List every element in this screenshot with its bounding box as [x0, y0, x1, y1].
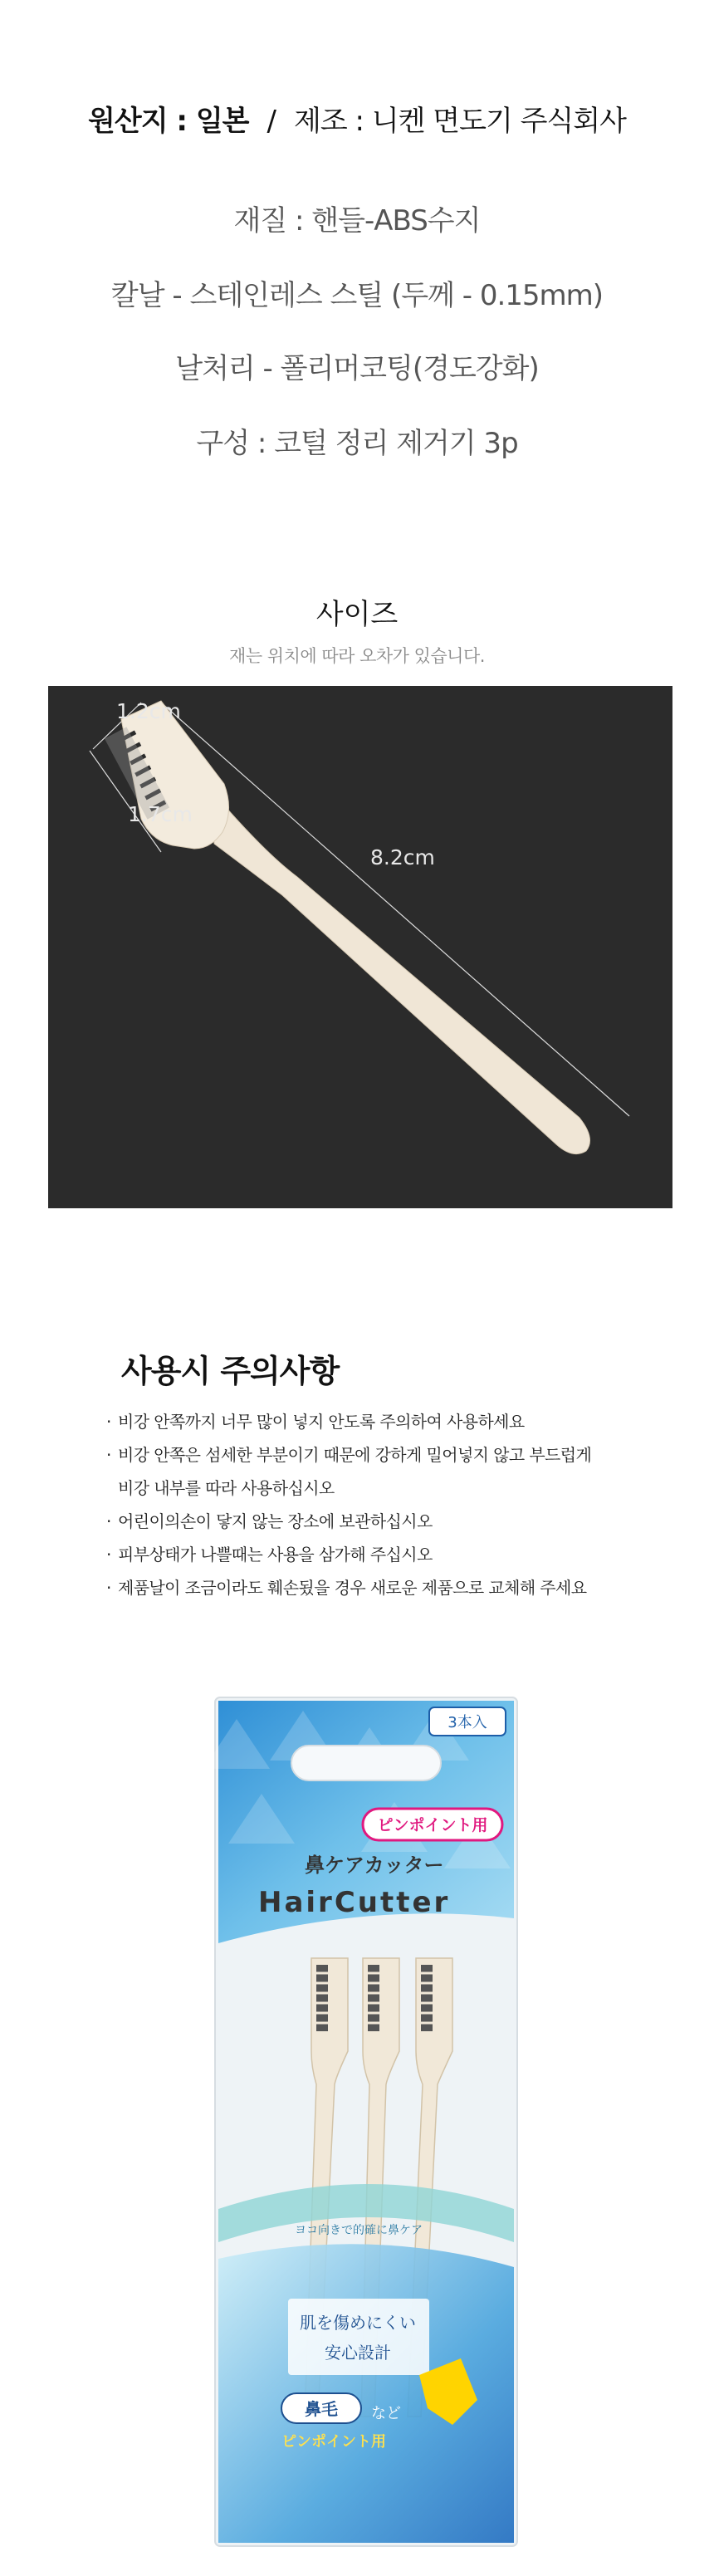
- caution-item: · 어린이의손이 닿지 않는 장소에 보관하십시오: [106, 1505, 638, 1538]
- spec-material: 재질 : 핸들-ABS수지: [233, 204, 481, 238]
- safe-text-box: [288, 2299, 429, 2375]
- pinpoint-tag: ピンポイント用: [377, 1816, 488, 1834]
- package-jp-name: 鼻ケアカッター: [305, 1854, 444, 1877]
- bottom-pinpoint-tag: ピンポイント用: [281, 2433, 386, 2451]
- size-title: 사이즈: [315, 598, 399, 631]
- origin-line: [0, 98, 714, 139]
- caution-list: [106, 1405, 638, 1604]
- caution-item: · 비강 안쪽까지 너무 많이 넣지 안도록 주의하여 사용하세요: [106, 1405, 638, 1438]
- bullet: ·: [106, 1445, 111, 1465]
- safe-text-2: 安心設計: [325, 2343, 391, 2363]
- spec-composition: 구성 : 코털 정리 제거기 3p: [196, 427, 518, 460]
- count-badge: 3本入: [447, 1714, 487, 1731]
- dim-head-width: 1.2cm: [116, 699, 181, 723]
- spec-treatment: 날처리 - 폴리머코팅(경도강화): [175, 352, 539, 385]
- caution-item: · 피부상태가 나쁠때는 사용을 삼가해 주십시오: [106, 1538, 638, 1571]
- nose-hair-tag: 鼻毛: [305, 2399, 338, 2419]
- caution-item: · 제품날이 조금이라도 훼손됬을 경우 새로운 제품으로 교체해 주세요: [106, 1571, 638, 1604]
- origin-separator: /: [267, 105, 276, 138]
- bullet: ·: [106, 1545, 111, 1565]
- caution-item: · 비강 안쪽은 섬세한 부분이기 때문에 강하게 밀어넣지 않고 부드럽게 비강 내부를 따라 사용하십시오: [106, 1438, 638, 1505]
- dim-total-length: 8.2cm: [370, 845, 435, 869]
- safe-text-1: 肌を傷めにくい: [300, 2313, 416, 2333]
- hanger-hole: [291, 1746, 441, 1780]
- bullet: ·: [106, 1578, 111, 1598]
- size-subtitle: 재는 위치에 따라 오차가 있습니다.: [229, 646, 485, 666]
- trimmer-size-diagram: [48, 686, 672, 1208]
- bullet: ·: [106, 1412, 111, 1432]
- caution-title: 사용시 주의사항: [121, 1353, 340, 1389]
- origin-maker: 제조 : 니켄 면도기 주식회사: [294, 105, 626, 138]
- total-length-line: [161, 703, 629, 1116]
- mid-text: ヨコ向きで的確に鼻ケア: [295, 2224, 423, 2237]
- nado-text: など: [371, 2405, 401, 2422]
- size-diagram-panel: [48, 686, 672, 1208]
- bullet: ·: [106, 1511, 111, 1531]
- package-illustration: [212, 1694, 521, 2549]
- product-package-image: [212, 1694, 521, 2549]
- trimmer-body: [105, 701, 590, 1154]
- spec-blade: 칼날 - 스테인레스 스틸 (두께 - 0.15mm): [110, 279, 604, 312]
- origin-country: 원산지 : 일본: [88, 105, 249, 138]
- dim-head-length: 1.7cm: [128, 802, 193, 826]
- package-en-name: HairCutter: [258, 1886, 451, 1919]
